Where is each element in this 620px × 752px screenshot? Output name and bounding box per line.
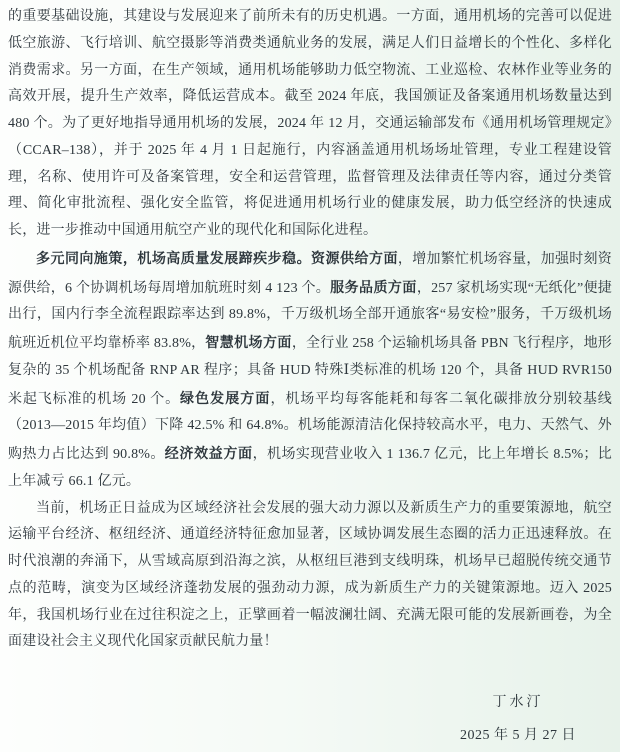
signature-name: 丁水汀 (492, 695, 544, 710)
emphasis-run: 智慧机场方面 (205, 334, 292, 350)
text-run: 的重要基础设施，其建设与发展迎来了前所未有的历史机遇。一方面，通用机场的完善可以促进低空旅游、飞行培训、航空摄影等消费类通航业务的发展，满足人们日益增长的个性化、多样化消费需求。另一方面，在生产领域，通用机场能够助力低空物流、工业巡检、农林作业等业务的高效开展，提升生产效率，降低运营成本。截至 2024 年底，我国颁证及备案通用机场数量达到 480 个。为了更好地指导通用机场的发展，2024 年 12 月，交通运输部发布《通用机场管理规定》（CCAR–138），并于 2025 年 4 月 1 日起施行，内容涵盖通用机场场址管理，专业工程建设管理，名称、使用许可及备案管理，安全和运营管理，监督管理及法律责任等内容，通过分类管理、简化审批流程、强化安全监管，将促进通用机场行业的健康发展，助力低空经济的快速成长，进一步推动中国通用航空产业的现代化和国际化进程。 (8, 9, 612, 238)
text-run: ，全行业 258 个运输机场具备 PBN 飞行程序，地形复杂的 35 个机场配备 RNP AR 程序；具备 HUD 特殊Ⅰ类标准的机场 120 个，具备 HUD RVR150 米起飞标准的机场 20 个。 (8, 336, 613, 407)
text-run: ，机场实现营业收入 1 136.7 亿元，比上年增长 8.5%；比上年减亏 66.1 亿元。 (8, 447, 612, 489)
paragraph-continuation (8, 4, 612, 245)
paragraph-development-summary (8, 245, 612, 496)
text-run: ，机场平均每客能耗和每客二氧化碳排放分别较基线（2013—2015 年均值）下降 42.5% 和 64.8%。机场能源清洁化保持较高水平，电力、天然气、外购热力占比达到 90.8%。 (8, 391, 612, 462)
signature-date: 2025 年 5 月 27 日 (460, 728, 576, 743)
emphasis-run: 经济效益方面 (164, 445, 253, 461)
signature-block (460, 686, 576, 752)
paragraph-outlook (8, 496, 612, 657)
emphasis-run: 多元同向施策，机场高质量发展蹄疾步稳。资源供给方面 (36, 249, 398, 266)
text-run: 当前，机场正日益成为区域经济社会发展的强大动力源以及新质生产力的重要策源地，航空运输平台经济、枢纽经济、通道经济特征愈加显著，区域协调发展生态圈的活力正迅速释放。在时代浪潮的奔涌下，从雪域高原到沿海之滨，从枢纽巨港到支线明珠，机场早已超脱传统交通节点的范畴，演变为区域经济蓬勃发展的强劲动力源，成为新质生产力的关键策源地。迈入 2025 年，我国机场行业在过往积淀之上，正擘画着一幅波澜壮阔、充满无限可能的发展新画卷，为全面建设社会主义现代化国家贡献民航力量！ (8, 500, 612, 650)
text-run: ，257 家机场实现“无纸化”便捷出行，国内行李全流程跟踪率达到 89.8%，千万级机场全部开通旅客“易安检”服务，千万级机场航班近机位平均靠桥率 83.8%， (8, 280, 612, 351)
emphasis-run: 绿色发展方面 (179, 389, 271, 406)
emphasis-run: 服务品质方面 (330, 278, 417, 295)
text-run: ，增加繁忙机场容量，加强时刻资源供给，6 个协调机场每周增加航班时刻 4 123 个。 (8, 251, 612, 296)
